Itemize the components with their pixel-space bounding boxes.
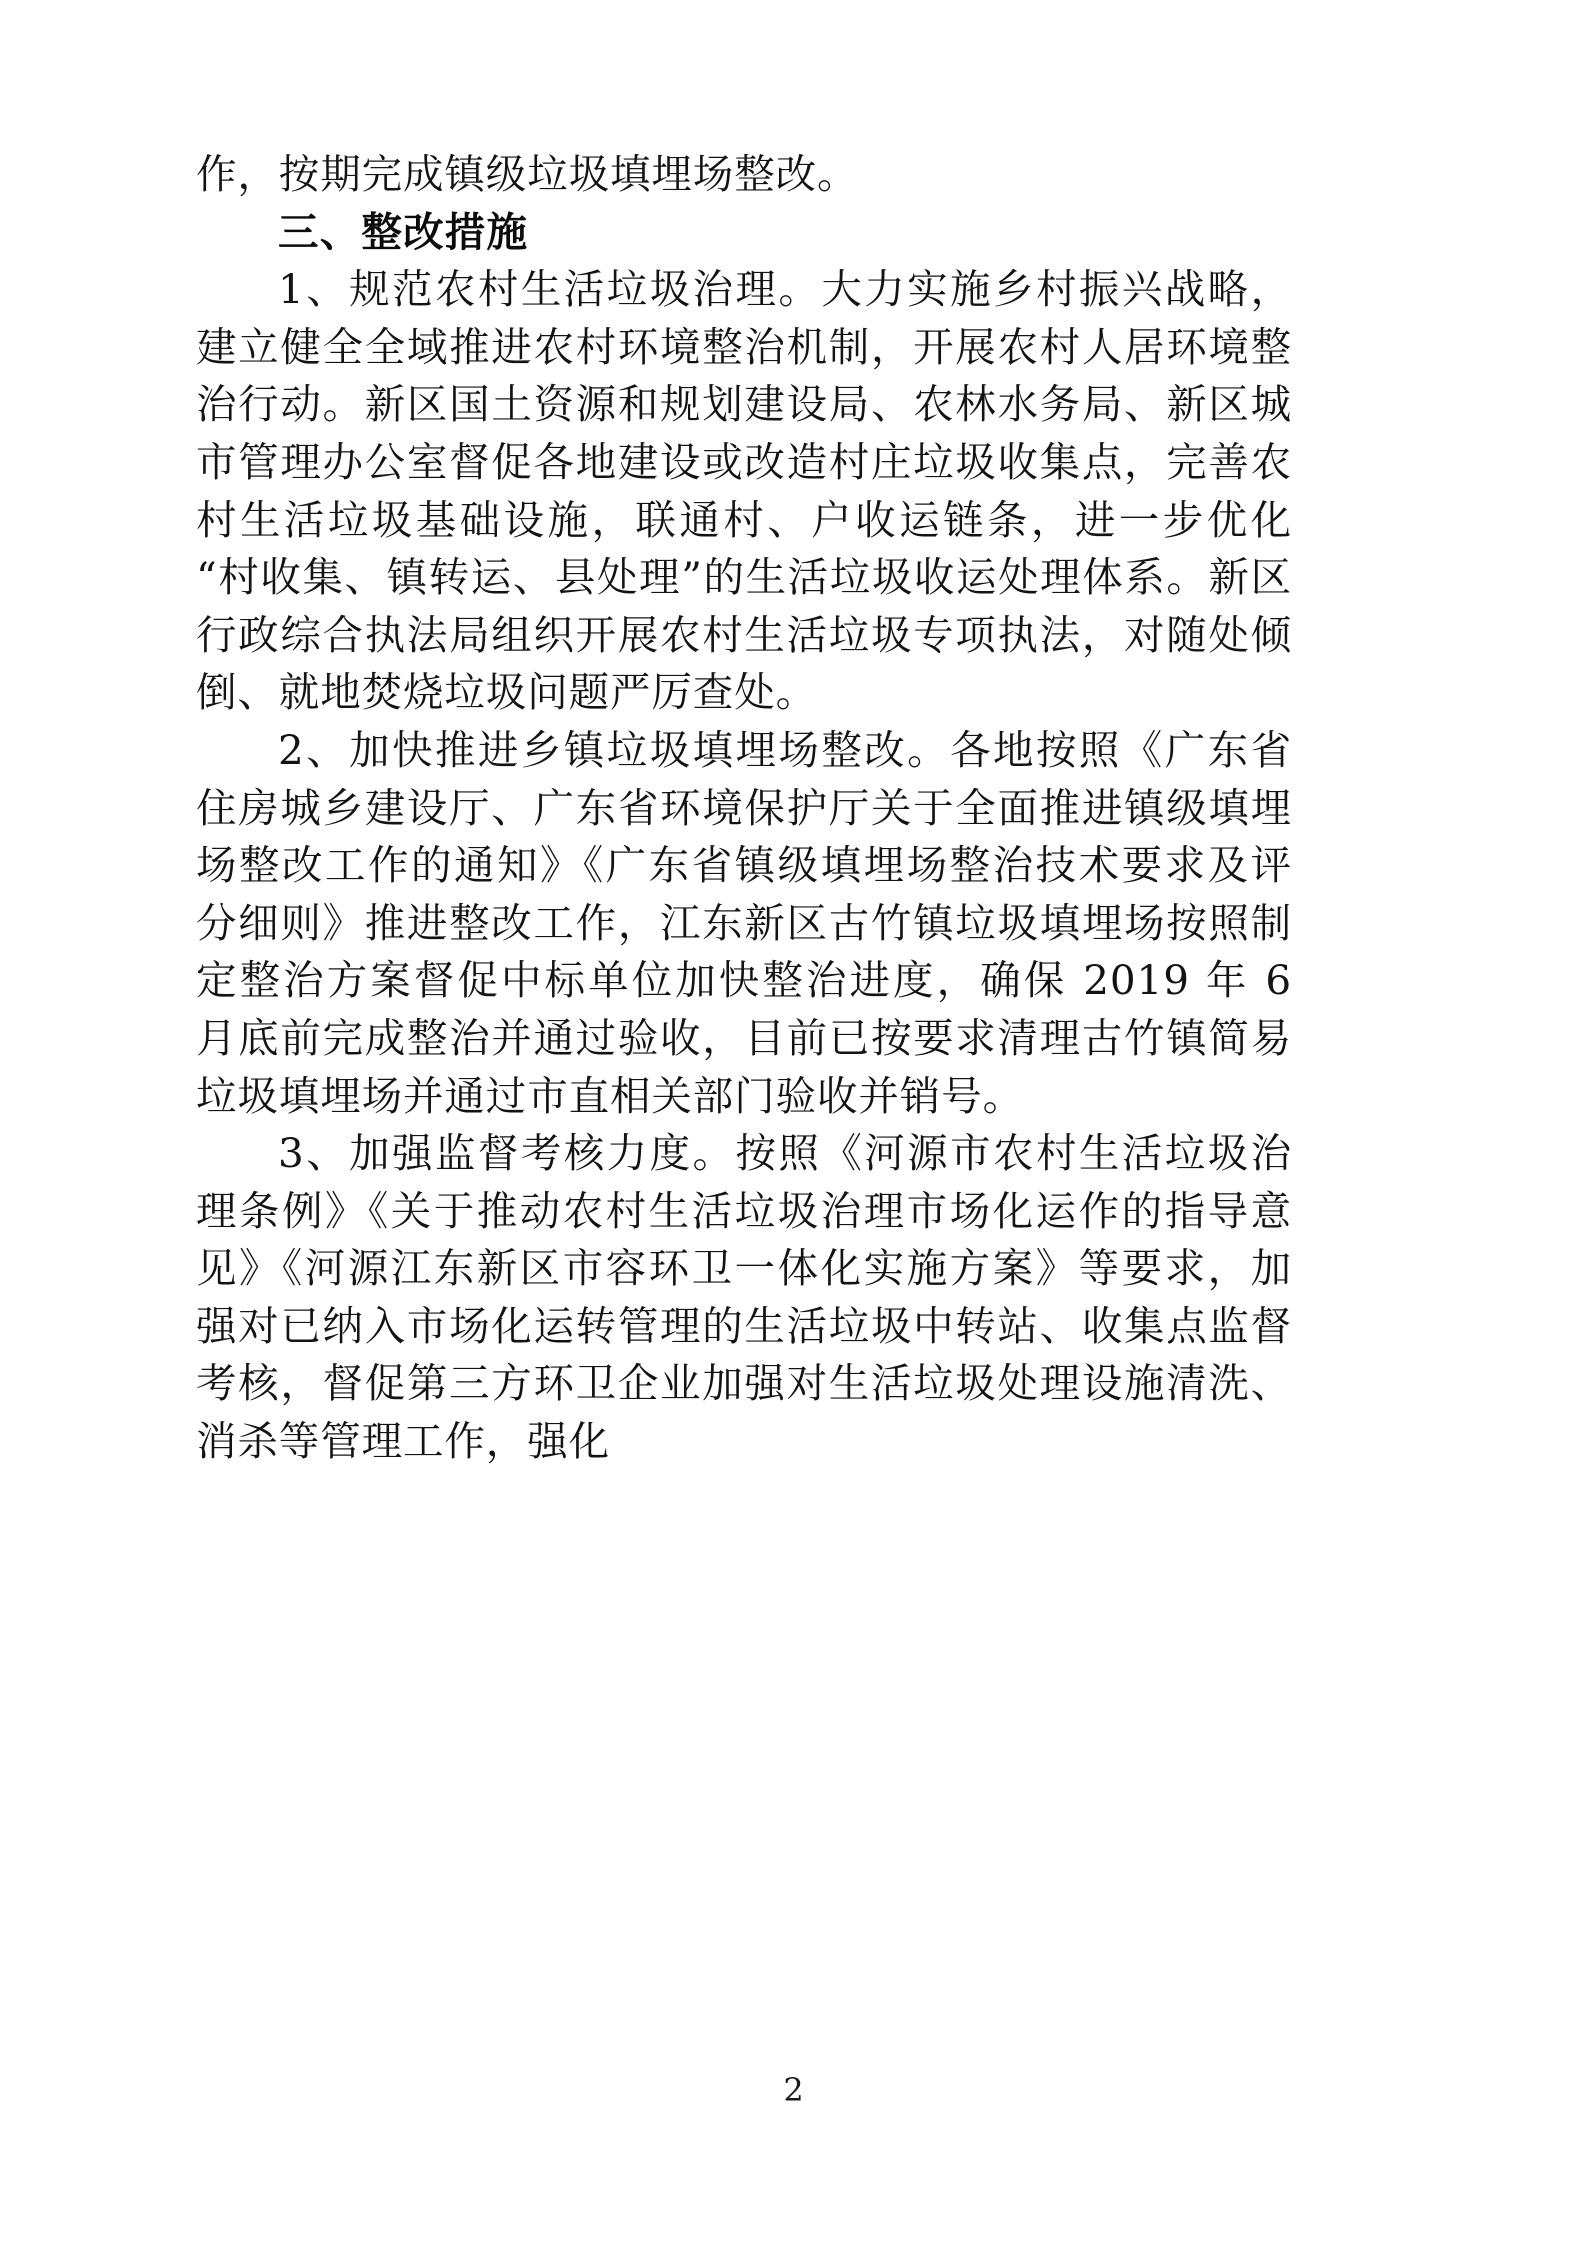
section-heading-three: 三、整改措施 — [278, 207, 529, 256]
measure-paragraph-1: 1、规范农村生活垃圾治理。大力实施乡村振兴战略，建立健全全域推进农村环境整治机制，开展农村人居环境整治行动。新区国土资源和规划建设局、农林水务局、新区城市管理办公室督促各地建设或改造村庄垃圾收集点，完善农村生活垃圾基础设施，联通村、户收运链条，进一步优化“村收集、镇转运、县处理”的生活垃圾收运处理体系。新区行政综合执法局组织开展农村生活垃圾专项执法，对随处倾倒、就地焚烧垃圾问题严厉查处。 — [196, 265, 1292, 717]
document-body — [196, 146, 1292, 1471]
measure-paragraph-2: 2、加快推进乡镇垃圾填埋场整改。各地按照《广东省住房城乡建设厅、广东省环境保护厅关于全面推进镇级填埋场整改工作的通知》《广东省镇级填埋场整治技术要求及评分细则》推进整改工作，江东新区古竹镇垃圾填埋场按照制定整治方案督促中标单位加快整治进度，确保 2019 年 6 月底前完成整治并通过验收，目前已按要求清理古竹镇简易垃圾填埋场并通过市直相关部门验收并销号。 — [196, 725, 1292, 1120]
carryover-paragraph: 作，按期完成镇级垃圾填埋场整改。 — [196, 150, 859, 198]
page-number: 2 — [783, 2071, 804, 2109]
measure-paragraph-3: 3、加强监督考核力度。按照《河源市农村生活垃圾治理条例》《关于推动农村生活垃圾治理市场化运作的指导意见》《河源江东新区市容环卫一体化实施方案》等要求，加强对已纳入市场化运转管理的生活垃圾中转站、收集点监督考核，督促第三方环卫企业加强对生活垃圾处理设施清洗、消杀等管理工作，强化 — [196, 1129, 1292, 1466]
